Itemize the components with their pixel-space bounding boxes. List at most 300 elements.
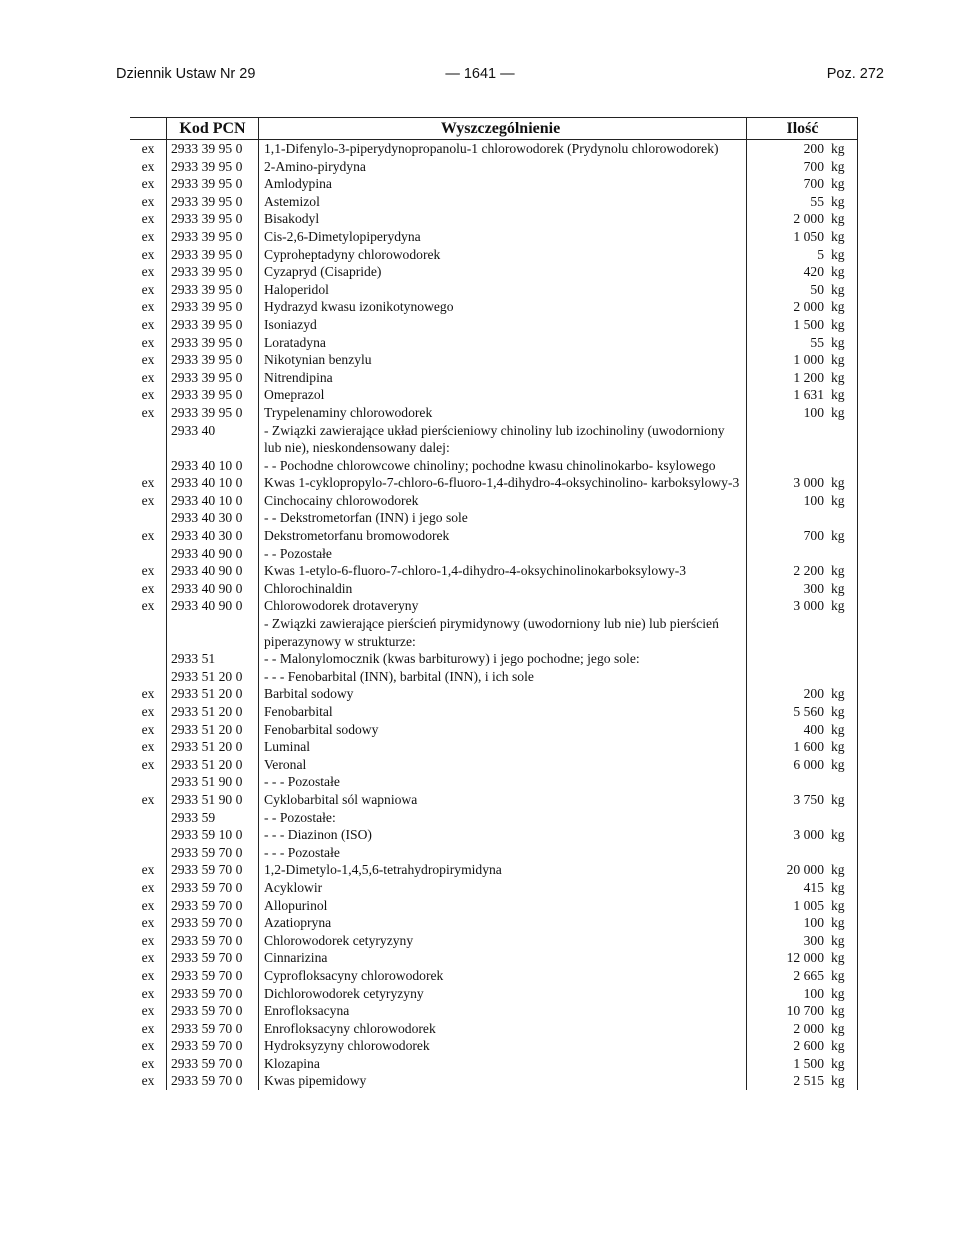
row-description: Kwas pipemidowy <box>258 1072 746 1090</box>
row-description: Loratadyna <box>258 334 746 352</box>
row-pcn-code: 2933 51 20 0 <box>166 721 258 739</box>
row-description: Dekstrometorfanu bromowodorek <box>258 527 746 545</box>
position-number: Poz. 272 <box>826 66 884 82</box>
table-row <box>130 932 858 950</box>
row-pcn-code: 2933 59 70 0 <box>166 985 258 1003</box>
quantity-value: 10 700 <box>786 1003 824 1019</box>
quantity-value: 3 000 <box>793 827 824 843</box>
row-ex-flag <box>130 509 166 527</box>
row-pcn-code: 2933 40 90 0 <box>166 580 258 598</box>
quantity-value: 1 631 <box>793 387 824 403</box>
row-pcn-code: 2933 39 95 0 <box>166 263 258 281</box>
row-quantity <box>746 897 858 915</box>
row-ex-flag: ex <box>141 176 155 192</box>
table-row <box>130 1002 858 1020</box>
quantity-value: 12 000 <box>786 950 824 966</box>
header-quantity: Ilość <box>746 118 858 139</box>
quantity-unit: kg <box>831 334 845 350</box>
row-quantity <box>746 879 858 897</box>
quantity-unit <box>824 422 858 457</box>
quantity-value: 3 000 <box>793 598 824 614</box>
row-pcn-code: 2933 51 90 0 <box>166 773 258 791</box>
row-ex-flag: ex <box>141 791 155 807</box>
row-quantity <box>746 668 858 686</box>
quantity-value: 1 050 <box>793 228 824 244</box>
row-quantity <box>746 316 858 334</box>
table-row <box>130 228 858 246</box>
row-description: Enrofloksacyna <box>258 1002 746 1020</box>
row-description: 2-Amino-pirydyna <box>258 158 746 176</box>
row-description: - - Pozostałe <box>258 545 746 563</box>
row-quantity <box>746 527 858 545</box>
quantity-value: 2 000 <box>793 211 824 227</box>
row-ex-flag: ex <box>141 475 155 491</box>
row-pcn-code: 2933 40 30 0 <box>166 527 258 545</box>
row-ex-flag: ex <box>141 281 155 297</box>
row-pcn-code: 2933 59 70 0 <box>166 967 258 985</box>
row-description: Nitrendipina <box>258 369 746 387</box>
row-ex-flag: ex <box>141 932 155 948</box>
row-ex-flag: ex <box>141 369 155 385</box>
table-row <box>130 351 858 369</box>
quantity-value: 55 <box>810 193 824 209</box>
row-pcn-code: 2933 51 <box>166 650 258 668</box>
quantity-unit: kg <box>831 369 845 385</box>
row-pcn-code: 2933 39 95 0 <box>166 281 258 299</box>
table-row <box>130 861 858 879</box>
table-row <box>130 703 858 721</box>
row-ex-flag: ex <box>141 563 155 579</box>
row-pcn-code: 2933 59 70 0 <box>166 861 258 879</box>
row-ex-flag: ex <box>141 1055 155 1071</box>
table-row <box>130 316 858 334</box>
row-pcn-code: 2933 59 70 0 <box>166 932 258 950</box>
row-description: Veronal <box>258 756 746 774</box>
row-quantity <box>746 1037 858 1055</box>
row-ex-flag: ex <box>141 985 155 1001</box>
quantity-unit: kg <box>831 967 845 983</box>
quantity-value: 3 750 <box>793 791 824 807</box>
row-quantity <box>746 246 858 264</box>
row-pcn-code: 2933 51 90 0 <box>166 791 258 809</box>
quantity-unit: kg <box>831 158 845 174</box>
row-description: Astemizol <box>258 193 746 211</box>
row-quantity <box>746 1072 858 1090</box>
row-pcn-code <box>166 615 258 650</box>
row-quantity <box>746 369 858 387</box>
quantity-value: 1 000 <box>793 352 824 368</box>
row-quantity <box>746 861 858 879</box>
header-description: Wyszczególnienie <box>258 118 746 139</box>
row-description: - - - Fenobarbital (INN), barbital (INN), i ich sole <box>258 668 746 686</box>
row-quantity <box>746 580 858 598</box>
row-ex-flag: ex <box>141 704 155 719</box>
row-ex-flag <box>130 650 166 668</box>
row-ex-flag <box>130 422 166 457</box>
row-quantity <box>746 175 858 193</box>
table-row <box>130 914 858 932</box>
quantity-unit: kg <box>831 704 845 719</box>
row-quantity <box>746 773 858 791</box>
row-ex-flag <box>130 826 166 844</box>
row-pcn-code: 2933 39 95 0 <box>166 140 258 158</box>
row-ex-flag <box>130 545 166 563</box>
row-pcn-code: 2933 51 20 0 <box>166 738 258 756</box>
row-description: Chlorowodorek cetyryzyny <box>258 932 746 950</box>
row-quantity <box>746 650 858 668</box>
table-row <box>130 369 858 387</box>
row-quantity <box>746 985 858 1003</box>
row-quantity <box>746 404 858 422</box>
table-row <box>130 404 858 422</box>
quantity-value: 50 <box>810 281 824 297</box>
row-description: Cinnarizina <box>258 949 746 967</box>
table-row <box>130 422 858 457</box>
row-ex-flag: ex <box>141 334 155 350</box>
table-row <box>130 334 858 352</box>
quantity-unit: kg <box>831 897 845 913</box>
quantity-unit: kg <box>831 193 845 209</box>
table-right-border <box>857 117 858 1090</box>
table-row <box>130 791 858 809</box>
quantity-unit: kg <box>831 791 845 807</box>
table-row <box>130 967 858 985</box>
row-pcn-code: 2933 59 70 0 <box>166 914 258 932</box>
row-quantity <box>746 597 858 615</box>
row-quantity <box>746 756 858 774</box>
quantity-unit: kg <box>831 932 845 948</box>
quantity-unit: kg <box>831 950 845 966</box>
row-quantity <box>746 721 858 739</box>
row-ex-flag: ex <box>141 862 155 878</box>
table-row <box>130 1055 858 1073</box>
row-pcn-code: 2933 59 70 0 <box>166 897 258 915</box>
table-row <box>130 1037 858 1055</box>
row-ex-flag: ex <box>141 141 155 156</box>
row-quantity <box>746 967 858 985</box>
row-description: - Związki zawierające pierścień pirymidynowy (uwodorniony lub nie) lub pierścień piperazynowy w strukturze: <box>258 615 746 650</box>
row-pcn-code: 2933 39 95 0 <box>166 351 258 369</box>
quantity-unit <box>824 545 858 563</box>
row-description: Omeprazol <box>258 386 746 404</box>
quantity-unit: kg <box>831 1003 845 1019</box>
row-description: Haloperidol <box>258 281 746 299</box>
row-pcn-code: 2933 39 95 0 <box>166 316 258 334</box>
table-row <box>130 985 858 1003</box>
quantity-unit: kg <box>831 1073 845 1089</box>
row-pcn-code: 2933 59 70 0 <box>166 1037 258 1055</box>
table-row <box>130 193 858 211</box>
quantity-value: 400 <box>803 721 824 737</box>
quantity-unit: kg <box>831 211 845 227</box>
table-row <box>130 527 858 545</box>
quantity-value: 1 500 <box>793 316 824 332</box>
row-pcn-code: 2933 39 95 0 <box>166 175 258 193</box>
quantity-value: 100 <box>803 492 824 508</box>
row-ex-flag: ex <box>141 1020 155 1036</box>
row-pcn-code: 2933 39 95 0 <box>166 210 258 228</box>
row-pcn-code: 2933 39 95 0 <box>166 369 258 387</box>
table-row <box>130 949 858 967</box>
table-row <box>130 844 858 862</box>
row-description: Cis-2,6-Dimetylopiperydyna <box>258 228 746 246</box>
row-pcn-code: 2933 39 95 0 <box>166 193 258 211</box>
row-description: Allopurinol <box>258 897 746 915</box>
row-ex-flag <box>130 457 166 475</box>
table-row <box>130 580 858 598</box>
quantity-value: 700 <box>803 528 824 544</box>
quantity-unit: kg <box>831 879 845 895</box>
table-row <box>130 386 858 404</box>
quantity-value: 20 000 <box>786 862 824 878</box>
row-quantity <box>746 949 858 967</box>
quantity-unit <box>824 650 858 668</box>
row-description: 1,1-Difenylo-3-piperydynopropanolu-1 chlorowodorek (Prydynolu chlorowodorek) <box>258 140 746 158</box>
row-quantity <box>746 228 858 246</box>
row-pcn-code: 2933 59 <box>166 809 258 827</box>
row-quantity <box>746 685 858 703</box>
quantity-unit: kg <box>831 316 845 332</box>
row-pcn-code: 2933 40 90 0 <box>166 562 258 580</box>
row-quantity <box>746 809 858 827</box>
quantity-unit: kg <box>831 528 845 544</box>
quantity-unit: kg <box>831 387 845 403</box>
row-description: Fenobarbital <box>258 703 746 721</box>
row-description: Cyzapryd (Cisapride) <box>258 263 746 281</box>
row-ex-flag: ex <box>141 228 155 244</box>
row-ex-flag <box>130 615 166 650</box>
table-row <box>130 597 858 615</box>
quantity-unit <box>824 844 858 862</box>
row-description: Isoniazyd <box>258 316 746 334</box>
table-row <box>130 545 858 563</box>
row-quantity <box>746 545 858 563</box>
row-description: - - - Pozostałe <box>258 773 746 791</box>
table-row <box>130 175 858 193</box>
row-quantity <box>746 193 858 211</box>
page-number: — 1641 — <box>445 66 515 82</box>
row-pcn-code: 2933 40 <box>166 422 258 457</box>
row-description: 1,2-Dimetylo-1,4,5,6-tetrahydropirymidyna <box>258 861 746 879</box>
row-description: Klozapina <box>258 1055 746 1073</box>
row-ex-flag: ex <box>141 1073 155 1089</box>
table-row <box>130 509 858 527</box>
row-description: Trypelenaminy chlorowodorek <box>258 404 746 422</box>
table-header-row <box>130 117 858 140</box>
row-ex-flag <box>130 773 166 791</box>
row-quantity <box>746 474 858 492</box>
quantity-unit: kg <box>831 686 845 702</box>
row-quantity <box>746 281 858 299</box>
row-quantity <box>746 703 858 721</box>
quantity-value: 1 500 <box>793 1055 824 1071</box>
row-pcn-code: 2933 51 20 0 <box>166 668 258 686</box>
row-description: Cyproheptadyny chlorowodorek <box>258 246 746 264</box>
quantity-unit: kg <box>831 1020 845 1036</box>
table-row <box>130 562 858 580</box>
table-row <box>130 879 858 897</box>
row-quantity <box>746 826 858 844</box>
row-pcn-code: 2933 59 70 0 <box>166 879 258 897</box>
quantity-value: 2 000 <box>793 1020 824 1036</box>
row-pcn-code: 2933 39 95 0 <box>166 228 258 246</box>
row-quantity <box>746 914 858 932</box>
table-row <box>130 281 858 299</box>
row-quantity <box>746 738 858 756</box>
row-description: Chlorochinaldin <box>258 580 746 598</box>
row-description: Hydroksyzyny chlorowodorek <box>258 1037 746 1055</box>
quantity-value: 100 <box>803 985 824 1001</box>
quantity-unit: kg <box>831 352 845 368</box>
row-pcn-code: 2933 39 95 0 <box>166 334 258 352</box>
table-row <box>130 457 858 475</box>
quantity-unit: kg <box>831 721 845 737</box>
row-description: Bisakodyl <box>258 210 746 228</box>
row-pcn-code: 2933 59 70 0 <box>166 1072 258 1090</box>
table-row <box>130 721 858 739</box>
row-pcn-code: 2933 59 70 0 <box>166 949 258 967</box>
quantity-unit: kg <box>831 299 845 315</box>
row-description: - - - Diazinon (ISO) <box>258 826 746 844</box>
row-ex-flag: ex <box>141 193 155 209</box>
row-ex-flag: ex <box>141 897 155 913</box>
quantity-unit <box>824 509 858 527</box>
quantity-value: 300 <box>803 580 824 596</box>
row-quantity <box>746 263 858 281</box>
row-description: Hydrazyd kwasu izonikotynowego <box>258 298 746 316</box>
table-row <box>130 615 858 650</box>
quantity-value: 415 <box>803 879 824 895</box>
quantity-value: 5 <box>817 246 824 262</box>
row-quantity <box>746 351 858 369</box>
quantity-unit: kg <box>831 475 845 491</box>
row-ex-flag: ex <box>141 950 155 966</box>
row-description: Kwas 1-cyklopropylo-7-chloro-6-fluoro-1,4-dihydro-4-oksychinolino- karboksylowy-3 <box>258 474 746 492</box>
header-ex <box>130 118 166 139</box>
row-description: Fenobarbital sodowy <box>258 721 746 739</box>
row-ex-flag: ex <box>141 158 155 174</box>
quantity-value: 700 <box>803 158 824 174</box>
quantity-unit <box>824 457 858 475</box>
quantity-value: 1 005 <box>793 897 824 913</box>
row-description: - - Pozostałe: <box>258 809 746 827</box>
row-pcn-code: 2933 59 70 0 <box>166 1002 258 1020</box>
quantity-unit: kg <box>831 141 845 156</box>
row-description: Azatiopryna <box>258 914 746 932</box>
row-ex-flag: ex <box>141 580 155 596</box>
row-description: - - - Pozostałe <box>258 844 746 862</box>
table-row <box>130 897 858 915</box>
row-pcn-code: 2933 59 70 0 <box>166 844 258 862</box>
quantity-unit <box>824 809 858 827</box>
quantity-value: 200 <box>803 141 824 156</box>
row-quantity <box>746 509 858 527</box>
table-row <box>130 756 858 774</box>
table-row <box>130 1020 858 1038</box>
row-quantity <box>746 210 858 228</box>
quantity-value: 55 <box>810 334 824 350</box>
row-pcn-code: 2933 40 90 0 <box>166 545 258 563</box>
quantity-unit: kg <box>831 492 845 508</box>
quantity-unit: kg <box>831 915 845 931</box>
row-pcn-code: 2933 51 20 0 <box>166 756 258 774</box>
quantity-value: 2 665 <box>793 967 824 983</box>
row-ex-flag: ex <box>141 967 155 983</box>
row-description: Cinchocainy chlorowodorek <box>258 492 746 510</box>
row-pcn-code: 2933 59 70 0 <box>166 1055 258 1073</box>
row-description: Cyprofloksacyny chlorowodorek <box>258 967 746 985</box>
row-ex-flag: ex <box>141 879 155 895</box>
row-ex-flag: ex <box>141 316 155 332</box>
row-description: Acyklowir <box>258 879 746 897</box>
row-description: - Związki zawierające układ pierścieniowy chinoliny lub izochinoliny (uwodorniony lub nie), nieskondensowany dalej: <box>258 422 746 457</box>
row-ex-flag: ex <box>141 299 155 315</box>
row-pcn-code: 2933 39 95 0 <box>166 404 258 422</box>
row-quantity <box>746 562 858 580</box>
row-ex-flag: ex <box>141 686 155 702</box>
table-row <box>130 809 858 827</box>
quantity-value: 6 000 <box>793 756 824 772</box>
row-description: Cyklobarbital sól wapniowa <box>258 791 746 809</box>
pcn-table <box>130 117 858 1090</box>
row-quantity <box>746 158 858 176</box>
table-row <box>130 492 858 510</box>
quantity-value: 700 <box>803 176 824 192</box>
row-ex-flag <box>130 668 166 686</box>
row-pcn-code: 2933 51 20 0 <box>166 703 258 721</box>
quantity-unit: kg <box>831 228 845 244</box>
row-pcn-code: 2933 39 95 0 <box>166 386 258 404</box>
row-ex-flag <box>130 809 166 827</box>
row-pcn-code: 2933 40 10 0 <box>166 474 258 492</box>
row-ex-flag: ex <box>141 1003 155 1019</box>
quantity-value: 3 000 <box>793 475 824 491</box>
row-ex-flag: ex <box>141 721 155 737</box>
quantity-value: 2 600 <box>793 1038 824 1054</box>
page-header <box>0 66 960 86</box>
quantity-unit: kg <box>831 1038 845 1054</box>
row-quantity <box>746 492 858 510</box>
quantity-value: 1 600 <box>793 739 824 755</box>
quantity-unit: kg <box>831 563 845 579</box>
quantity-value: 2 515 <box>793 1073 824 1089</box>
row-description: Luminal <box>258 738 746 756</box>
quantity-value: 2 000 <box>793 299 824 315</box>
row-quantity <box>746 140 858 158</box>
row-ex-flag: ex <box>141 387 155 403</box>
row-description: Enrofloksacyny chlorowodorek <box>258 1020 746 1038</box>
row-quantity <box>746 791 858 809</box>
row-description: - - Dekstrometorfan (INN) i jego sole <box>258 509 746 527</box>
table-row <box>130 650 858 668</box>
row-ex-flag: ex <box>141 492 155 508</box>
quantity-unit <box>824 668 858 686</box>
quantity-value: 1 200 <box>793 369 824 385</box>
row-pcn-code: 2933 39 95 0 <box>166 298 258 316</box>
row-pcn-code: 2933 59 70 0 <box>166 1020 258 1038</box>
quantity-unit: kg <box>831 246 845 262</box>
row-quantity <box>746 422 858 457</box>
table-row <box>130 685 858 703</box>
quantity-unit: kg <box>831 739 845 755</box>
quantity-value: 420 <box>803 264 824 280</box>
row-quantity <box>746 334 858 352</box>
quantity-value: 100 <box>803 915 824 931</box>
row-description: - - Pochodne chlorowcowe chinoliny; pochodne kwasu chinolinokarbo- ksylowego <box>258 457 746 475</box>
row-description: Barbital sodowy <box>258 685 746 703</box>
row-ex-flag: ex <box>141 404 155 420</box>
table-row <box>130 773 858 791</box>
